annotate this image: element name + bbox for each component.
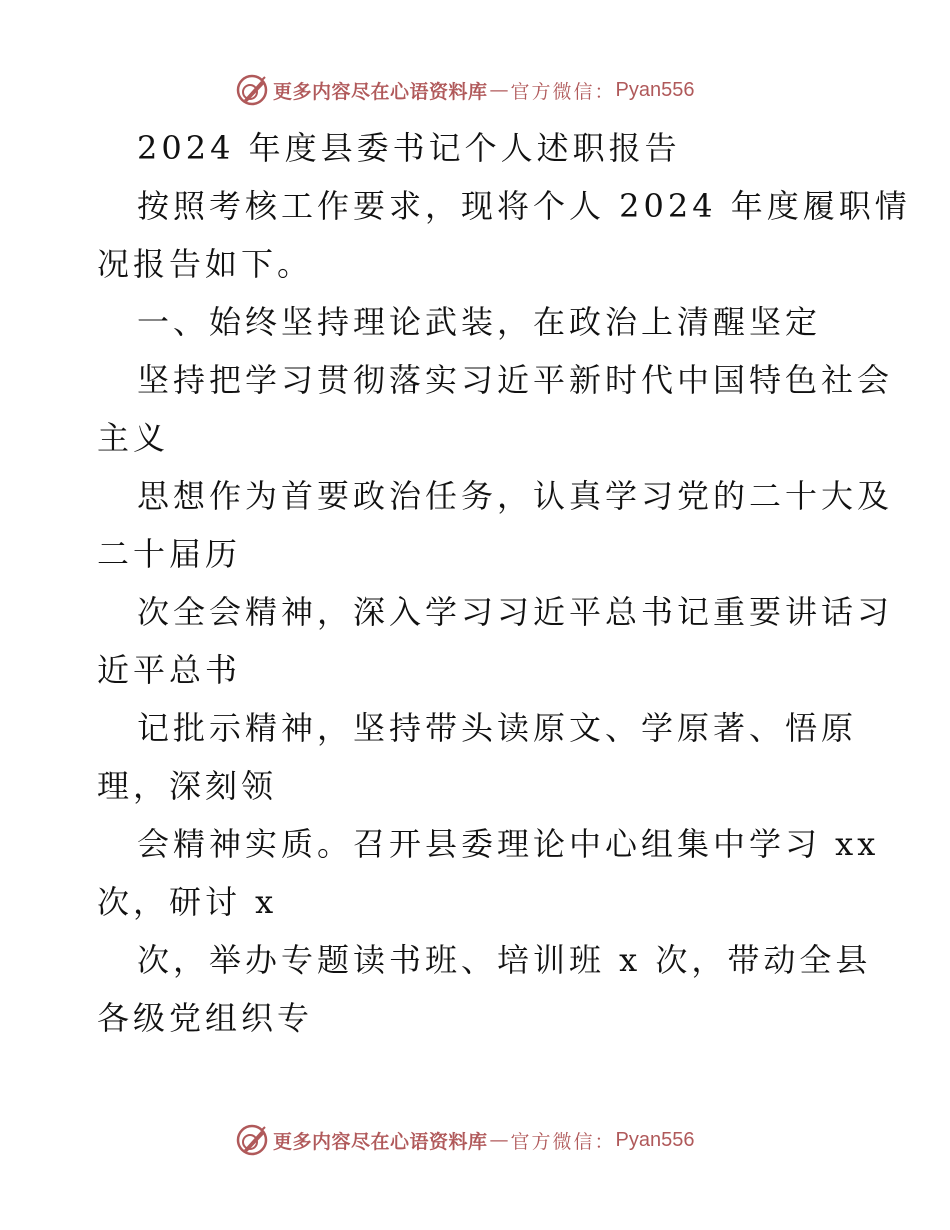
document-line: 思想作为首要政治任务，认真学习党的二十大及 bbox=[137, 477, 894, 515]
watermark-wechat-id: Pyan556 bbox=[615, 78, 695, 101]
watermark-wechat-label: 官方微信： bbox=[510, 80, 616, 103]
document-line: 近平总书 bbox=[97, 651, 242, 689]
document-line: 会精神实质。召开县委理论中心组集中学习 xx bbox=[137, 825, 880, 863]
document-body bbox=[97, 124, 911, 1052]
header-watermark bbox=[235, 72, 695, 108]
document-line: 一、始终坚持理论武装，在政治上清醒坚定 bbox=[137, 303, 822, 341]
document-line: 按照考核工作要求，现将个人 2024 年度履职情 bbox=[137, 187, 911, 225]
document-line: 况报告如下。 bbox=[97, 245, 314, 283]
document-line: 二十届历 bbox=[97, 535, 242, 573]
document-line: 坚持把学习贯彻落实习近平新时代中国特色社会 bbox=[137, 361, 894, 399]
footer-watermark bbox=[235, 1122, 695, 1158]
pen-logo-icon bbox=[235, 73, 269, 107]
pen-logo-icon bbox=[235, 1123, 269, 1157]
document-title: 2024 年度县委书记个人述职报告 bbox=[137, 129, 681, 167]
document-line: 次，举办专题读书班、培训班 x 次，带动全县 bbox=[137, 941, 872, 979]
document-line: 记批示精神，坚持带头读原文、学原著、悟原 bbox=[137, 709, 858, 747]
document-line: 理，深刻领 bbox=[97, 767, 278, 805]
watermark-site-text: 更多内容尽在心语资料库 bbox=[273, 1130, 488, 1153]
watermark-dash: — bbox=[489, 1129, 509, 1151]
watermark-wechat-label: 官方微信： bbox=[510, 1130, 616, 1153]
document-line: 主义 bbox=[97, 419, 170, 457]
document-line: 各级党组织专 bbox=[97, 999, 314, 1037]
watermark-wechat-id: Pyan556 bbox=[615, 1128, 695, 1151]
document-line: 次全会精神，深入学习习近平总书记重要讲话习 bbox=[137, 593, 894, 631]
watermark-site-text: 更多内容尽在心语资料库 bbox=[273, 80, 488, 103]
watermark-dash: — bbox=[489, 79, 509, 101]
document-line: 次，研讨 x bbox=[97, 883, 278, 921]
